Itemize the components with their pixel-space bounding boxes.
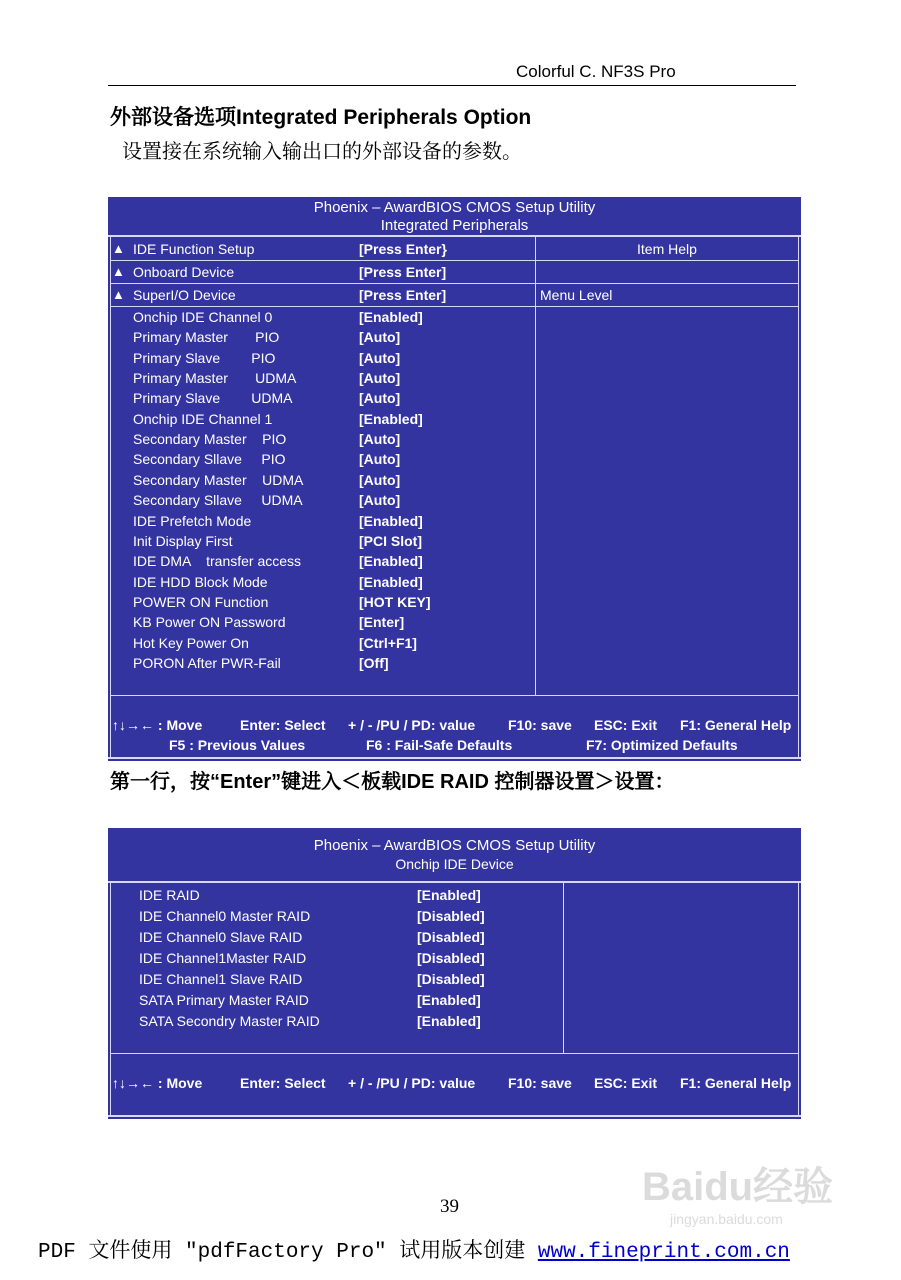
setting-label: Onchip IDE Channel 0 bbox=[133, 309, 273, 325]
setting-label: SATA Secondry Master RAID bbox=[139, 1013, 320, 1029]
baidu-watermark-logo bbox=[640, 1150, 850, 1230]
setting-label: POWER ON Function bbox=[133, 593, 269, 610]
frame-line bbox=[108, 757, 801, 759]
setting-value: [Ctrl+F1] bbox=[359, 634, 417, 651]
submenu-value: [Press Enter] bbox=[359, 264, 447, 280]
setting-value: [Auto] bbox=[359, 349, 401, 366]
section-title: 外部设备选项Integrated Peripherals Option bbox=[110, 106, 532, 129]
key-help-optimized-defaults: F7: Optimized Defaults bbox=[586, 737, 738, 753]
setting-label: IDE Channel1 Slave RAID bbox=[139, 971, 303, 987]
setting-label: Hot Key Power On bbox=[133, 634, 249, 651]
setting-value: [Enabled] bbox=[417, 1013, 481, 1029]
setting-row[interactable] bbox=[108, 969, 558, 989]
pdf-notice bbox=[38, 1234, 790, 1264]
frame-line bbox=[111, 283, 535, 284]
setting-row[interactable] bbox=[108, 885, 558, 905]
frame-line bbox=[536, 283, 798, 284]
setting-row[interactable] bbox=[108, 368, 558, 388]
setting-label: Secondary Master UDMA bbox=[133, 471, 304, 488]
setting-label: IDE Channel0 Master RAID bbox=[139, 908, 311, 924]
section-description: 设置接在系统输入输出口的外部设备的参数。 bbox=[122, 139, 522, 163]
key-help-value: + / - /PU / PD: value bbox=[348, 717, 476, 733]
frame-line bbox=[108, 881, 801, 883]
setting-value: [Disabled] bbox=[417, 929, 485, 945]
frame-line bbox=[108, 1115, 801, 1117]
frame-line bbox=[536, 260, 798, 261]
setting-row[interactable] bbox=[108, 348, 558, 368]
submenu-triangle-icon: ▲ bbox=[112, 241, 125, 256]
defaults-footer bbox=[108, 737, 801, 757]
setting-label: Secondary Master PIO bbox=[133, 431, 287, 448]
instruction-text: 第一行，按“Enter”键进入＜板载IDE RAID 控制器设置＞设置： bbox=[110, 771, 675, 793]
setting-value: [Enabled] bbox=[359, 553, 423, 570]
setting-row[interactable] bbox=[108, 551, 558, 571]
frame-line bbox=[111, 1053, 798, 1054]
setting-value: [Auto] bbox=[359, 390, 401, 407]
setting-label: IDE Prefetch Mode bbox=[133, 512, 252, 529]
setting-row[interactable] bbox=[108, 409, 558, 429]
setting-value: [Auto] bbox=[359, 471, 401, 488]
setting-row[interactable] bbox=[108, 612, 558, 632]
setting-value: [Disabled] bbox=[417, 971, 485, 987]
setting-row[interactable] bbox=[108, 1011, 558, 1031]
setting-value: [Auto] bbox=[359, 451, 401, 468]
setting-label: Secondary Sllave PIO bbox=[133, 451, 286, 468]
key-help-move: ↑↓→← : Move bbox=[112, 717, 203, 733]
setting-value: [Enabled] bbox=[359, 512, 423, 529]
key-help-footer bbox=[108, 1075, 801, 1095]
setting-label: PORON After PWR-Fail bbox=[133, 654, 281, 671]
key-help-failsafe-defaults: F6 : Fail-Safe Defaults bbox=[366, 737, 513, 753]
setting-label: IDE Channel1Master RAID bbox=[139, 950, 307, 966]
setting-label: IDE Channel0 Slave RAID bbox=[139, 929, 303, 945]
setting-row[interactable] bbox=[108, 572, 558, 592]
submenu-triangle-icon: ▲ bbox=[112, 287, 125, 302]
bios-subtitle: Integrated Peripherals bbox=[380, 217, 529, 234]
setting-label: Primary Slave PIO bbox=[133, 349, 276, 366]
setting-value: [PCI Slot] bbox=[359, 532, 422, 549]
setting-value: [Auto] bbox=[359, 329, 401, 346]
fineprint-link[interactable]: www.fineprint.com.cn bbox=[537, 1241, 790, 1264]
setting-value: [Enabled] bbox=[417, 992, 481, 1008]
key-help-move: ↑↓→← : Move bbox=[112, 1075, 203, 1091]
setting-row[interactable] bbox=[108, 429, 558, 449]
setting-value: [Auto] bbox=[359, 431, 401, 448]
bios-title: Phoenix – AwardBIOS CMOS Setup Utility bbox=[313, 837, 596, 854]
page-number: 39 bbox=[440, 1196, 459, 1217]
setting-label: Onchip IDE Channel 1 bbox=[133, 410, 273, 427]
key-help-exit: ESC: Exit bbox=[594, 717, 658, 733]
submenu-triangle-icon: ▲ bbox=[112, 264, 125, 279]
header-rule bbox=[108, 85, 796, 86]
bios-subtitle: Onchip IDE Device bbox=[395, 856, 514, 872]
setting-value: [Enabled] bbox=[359, 410, 423, 427]
submenu-label: Onboard Device bbox=[133, 264, 235, 280]
setting-row[interactable] bbox=[108, 927, 558, 947]
setting-label: Secondary Sllave UDMA bbox=[133, 492, 303, 509]
key-help-save: F10: save bbox=[508, 1075, 572, 1091]
setting-label: Init Display First bbox=[133, 532, 233, 549]
setting-label: Primary Slave UDMA bbox=[133, 390, 293, 407]
watermark-url: jingyan.baidu.com bbox=[670, 1211, 783, 1227]
frame-line bbox=[798, 237, 799, 757]
frame-line bbox=[111, 260, 535, 261]
submenu-value: [Press Enter] bbox=[359, 287, 447, 303]
key-help-general: F1: General Help bbox=[680, 717, 792, 733]
key-help-general: F1: General Help bbox=[680, 1075, 792, 1091]
bios-screen-integrated-peripherals bbox=[108, 197, 801, 761]
item-help-heading: Item Help bbox=[637, 241, 697, 257]
submenu-label: IDE Function Setup bbox=[133, 241, 255, 257]
setting-row[interactable] bbox=[108, 470, 558, 490]
submenu-row-ide-function-setup[interactable] bbox=[108, 239, 535, 259]
bios-screen-onchip-ide-device bbox=[108, 828, 801, 1119]
setting-row[interactable] bbox=[108, 948, 558, 968]
key-help-previous-values: F5 : Previous Values bbox=[169, 737, 306, 753]
submenu-row-onboard-device[interactable] bbox=[108, 262, 535, 282]
setting-row[interactable] bbox=[108, 653, 558, 673]
setting-row[interactable] bbox=[108, 592, 558, 612]
setting-value: [Off] bbox=[359, 654, 389, 671]
setting-value: [HOT KEY] bbox=[359, 593, 431, 610]
frame-line bbox=[108, 235, 801, 237]
frame-line bbox=[111, 695, 798, 696]
setting-value: [Enter] bbox=[359, 614, 405, 631]
bios-title: Phoenix – AwardBIOS CMOS Setup Utility bbox=[313, 199, 596, 216]
setting-label: IDE DMA transfer access bbox=[133, 553, 302, 570]
setting-value: [Enabled] bbox=[359, 573, 423, 590]
menu-level-label: Menu Level bbox=[540, 287, 613, 303]
setting-row[interactable] bbox=[108, 633, 558, 653]
setting-row[interactable] bbox=[108, 511, 558, 531]
setting-row[interactable] bbox=[108, 307, 558, 327]
setting-value: [Auto] bbox=[359, 492, 401, 509]
setting-label: IDE HDD Block Mode bbox=[133, 573, 268, 590]
setting-label: IDE RAID bbox=[139, 887, 200, 903]
setting-value: [Enabled] bbox=[417, 887, 481, 903]
setting-row[interactable] bbox=[108, 490, 558, 510]
submenu-label: SuperI/O Device bbox=[133, 287, 236, 303]
setting-row[interactable] bbox=[108, 388, 558, 408]
pdf-notice-text: PDF 文件使用 "pdfFactory Pro" 试用版本创建 bbox=[38, 1241, 538, 1264]
watermark-brand: Baidu经验 bbox=[642, 1165, 834, 1209]
setting-label: KB Power ON Password bbox=[133, 614, 286, 631]
setting-value: [Enabled] bbox=[359, 309, 423, 325]
setting-value: [Disabled] bbox=[417, 950, 485, 966]
setting-label: Primary Master PIO bbox=[133, 329, 280, 346]
page-header-title: Colorful C. NF3S Pro bbox=[516, 62, 676, 81]
submenu-row-superio-device[interactable] bbox=[108, 285, 535, 305]
setting-row[interactable] bbox=[108, 327, 558, 347]
frame-line bbox=[536, 306, 798, 307]
key-help-save: F10: save bbox=[508, 717, 572, 733]
setting-value: [Auto] bbox=[359, 370, 401, 387]
setting-value: [Disabled] bbox=[417, 908, 485, 924]
key-help-value: + / - /PU / PD: value bbox=[348, 1075, 476, 1091]
key-help-select: Enter: Select bbox=[240, 717, 326, 733]
setting-row[interactable] bbox=[108, 531, 558, 551]
frame-line bbox=[563, 883, 564, 1053]
key-help-exit: ESC: Exit bbox=[594, 1075, 658, 1091]
setting-label: Primary Master UDMA bbox=[133, 370, 297, 387]
setting-row[interactable] bbox=[108, 449, 558, 469]
key-help-footer bbox=[108, 717, 801, 737]
key-help-select: Enter: Select bbox=[240, 1075, 326, 1091]
setting-row[interactable] bbox=[108, 906, 558, 926]
setting-label: SATA Primary Master RAID bbox=[139, 992, 309, 1008]
setting-row[interactable] bbox=[108, 990, 558, 1010]
submenu-value: [Press Enter} bbox=[359, 241, 447, 257]
